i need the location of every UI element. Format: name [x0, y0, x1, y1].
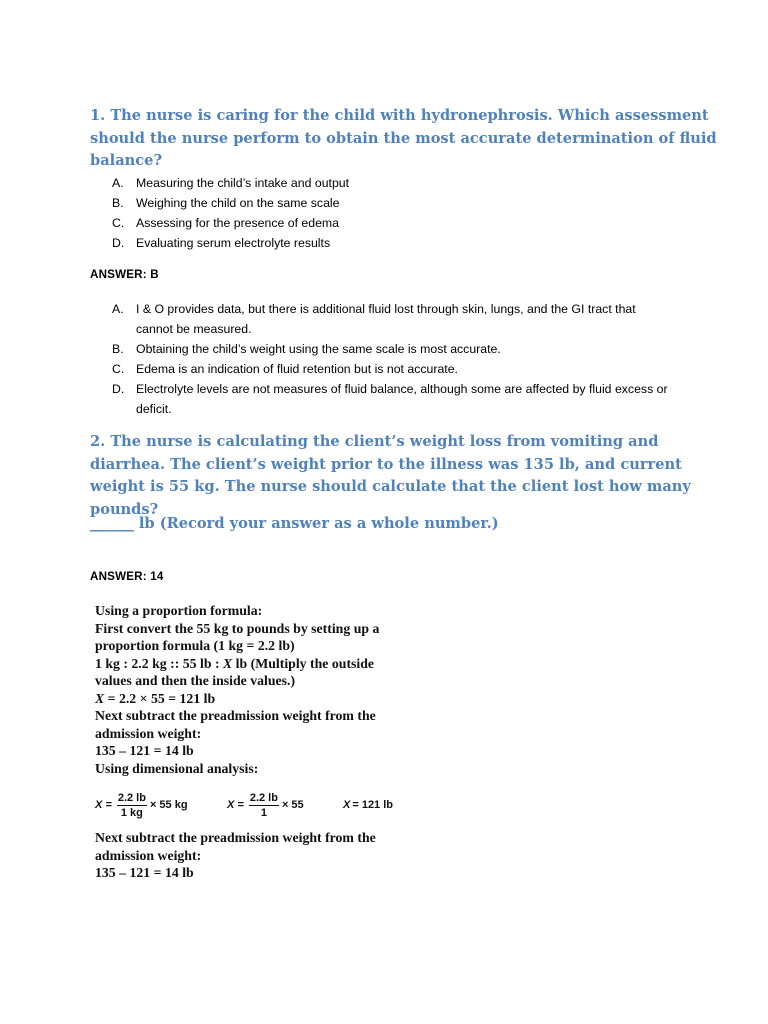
question-1-answer: ANSWER: B [90, 268, 159, 281]
rationale-letter: A. [112, 302, 124, 316]
option-b [112, 193, 672, 213]
rationale-b [112, 339, 672, 359]
solution-line: proportion formula (1 kg = 2.2 lb) [95, 638, 295, 653]
option-letter: C. [112, 216, 125, 230]
option-text: Measuring the child’s intake and output [136, 176, 350, 190]
rationale-text: Electrolyte levels are not measures of fluid balance, although some are affected by fluid excess or deficit. [136, 382, 668, 416]
rationale-text: Edema is an indication of fluid retention but is not accurate. [136, 362, 458, 376]
rationale-letter: B. [112, 342, 124, 356]
variable-x: X [95, 690, 105, 706]
rationale-letter: C. [112, 362, 125, 376]
solution-line [95, 690, 425, 708]
solution-line: Next subtract the preadmission weight from the [95, 830, 376, 845]
solution-line: admission weight: [95, 725, 202, 741]
option-c [112, 213, 672, 233]
question-2-answer: ANSWER: 14 [90, 570, 164, 583]
solution-text: lb (Multiply the outside [232, 655, 375, 671]
solution-subtraction-block [95, 829, 425, 882]
solution-line: Using dimensional analysis: [95, 760, 259, 776]
rationale-d [112, 379, 672, 419]
option-d [112, 233, 672, 253]
option-letter: A. [112, 176, 124, 190]
variable-x: X [223, 655, 233, 671]
question-2-title: 2. The nurse is calculating the client’s weight loss from vomiting and diarrhea. The client’s weight prior to the illness was 135 lb, and current weight is 55 kg. The nurse should calculate that the client lost how many pounds? [90, 433, 691, 518]
rationale-letter: D. [112, 382, 125, 396]
question-2-answer-prompt: ______ lb (Record your answer as a whole number.) [90, 515, 499, 532]
formula-tail: = 121 lb [352, 799, 394, 811]
question-1-title: 1. The nurse is caring for the child with hydronephrosis. Which assessment should the nurse perform to obtain the most accurate determination of fluid balance? [90, 107, 717, 169]
rationale-text: Obtaining the child’s weight using the same scale is most accurate. [136, 342, 501, 356]
fraction-numerator: 2.2 lb [117, 791, 146, 804]
rationale-c [112, 359, 672, 379]
option-letter: D. [112, 236, 125, 250]
option-text: Weighing the child on the same scale [136, 196, 340, 210]
formula-tail: × 55 kg [149, 799, 188, 811]
solution-line [95, 655, 425, 673]
solution-line: Next subtract the preadmission weight from the [95, 708, 376, 723]
solution-line: 135 – 121 = 14 lb [95, 865, 194, 880]
formula-variable: X = [227, 799, 244, 811]
solution-line: Using a proportion formula: [95, 603, 263, 618]
formula-2 [227, 788, 304, 822]
formula-1 [95, 788, 188, 822]
fraction-denominator: 1 kg [120, 806, 143, 819]
rationale-a [112, 299, 672, 339]
solution-text: = 2.2 × 55 = 121 lb [104, 690, 216, 706]
solution-proportion-block [95, 602, 425, 777]
question-1-options [112, 173, 672, 253]
solution-line: values and then the inside values.) [95, 673, 296, 688]
option-a [112, 173, 672, 193]
solution-line: First convert the 55 kg to pounds by setting up a [95, 620, 380, 636]
rationale-text: I & O provides data, but there is additional fluid lost through skin, lungs, and the GI tract that cannot be measured. [136, 302, 636, 336]
option-text: Assessing for the presence of edema [136, 216, 340, 230]
fraction-denominator: 1 [260, 806, 267, 819]
formula-variable: X [343, 799, 351, 811]
solution-text: 1 kg : 2.2 kg :: 55 lb : [95, 655, 224, 671]
option-text: Evaluating serum electrolyte results [136, 236, 331, 250]
formula-tail: × 55 [281, 799, 304, 811]
solution-line: admission weight: [95, 847, 202, 863]
solution-line: 135 – 121 = 14 lb [95, 743, 194, 758]
formula-variable: X = [95, 799, 112, 811]
dimensional-analysis-formulas [95, 788, 425, 822]
option-letter: B. [112, 196, 124, 210]
fraction [249, 791, 279, 820]
question-1-rationale [112, 299, 672, 419]
fraction-numerator: 2.2 lb [249, 791, 278, 804]
formula-3 [343, 788, 393, 822]
fraction [117, 791, 147, 820]
